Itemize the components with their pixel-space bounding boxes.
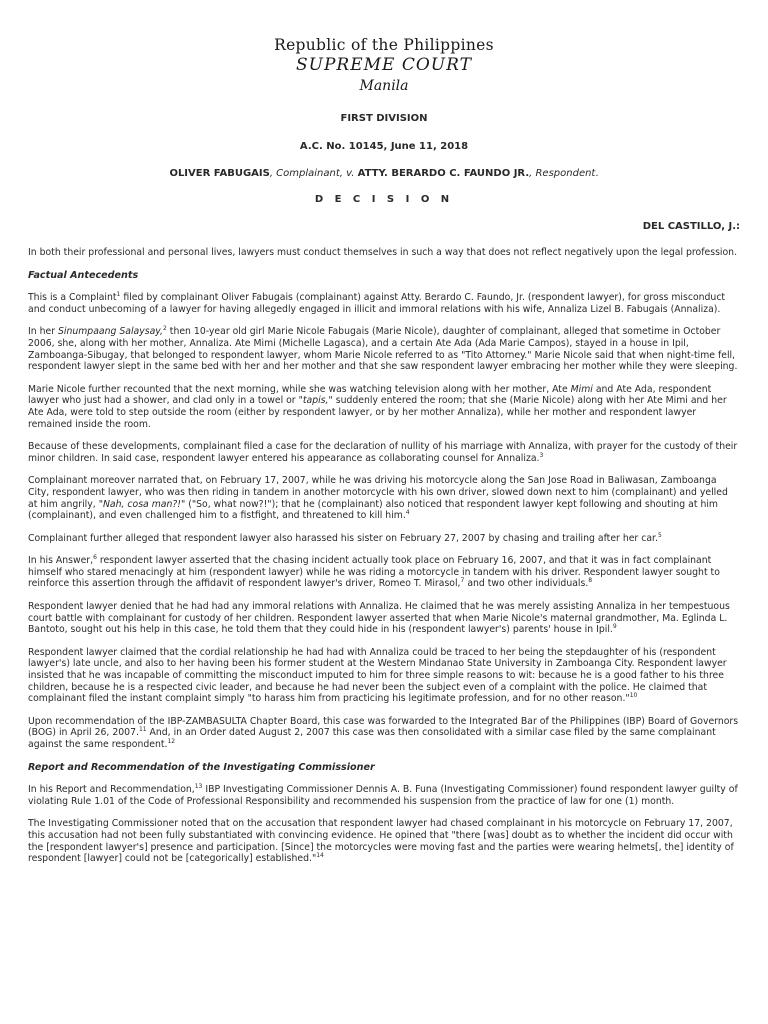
footnote-ref[interactable]: 7 — [460, 577, 465, 585]
paragraph-complaint: This is a Complaint$^1$ filed by complainant Oliver Fabugais (complainant) against Atty. Berardo C. Faundo, Jr. (respondent lawyer), for gross misconduct and conduct unbecoming of a lawyer for having allegedly engaged in illicit and immoral relations with his wife, Annaliza Lizel B. Fabugais (Annaliza). — [28, 291, 726, 315]
footnote-ref[interactable]: 10 — [629, 692, 638, 700]
heading-factual-antecedents: Factual Antecedents — [28, 269, 139, 281]
footnote-ref[interactable]: 14 — [316, 852, 324, 860]
footnote-ref[interactable]: 5 — [657, 531, 662, 539]
paragraph-next-morning: Marie Nicole further recounted that the next morning, while she was watching television along with her mother, Ate Mimi and Ate Ada, respondent lawyer who just had a shower, and clad only in a towel or "tapis," suddenly entered the room; that she (Marie Nicole) along with her Ate Mimi and her Ate Ada, were told to step outside the room (either by respondent lawyer, or by her mother Annaliza), while her mother and respondent lawyer remained inside the room. — [28, 383, 727, 430]
ponente: DEL CASTILLO, J.: — [642, 221, 740, 232]
footnote-ref[interactable]: 8 — [588, 577, 593, 585]
footnote-ref[interactable]: 1 — [116, 291, 121, 299]
parties-end: . — [595, 168, 599, 179]
header-manila: Manila — [359, 78, 409, 94]
paragraph-intro: In both their professional and personal lives, lawyers must conduct themselves in such a way that does not reflect negatively upon the legal profession. — [28, 247, 738, 258]
paragraph-motorcycle: Complainant moreover narrated that, on February 17, 2007, while he was driving his motorcycle along the San Jose Road in Baliwasan, Zamboanga City, respondent lawyer, who was then riding in tandem in another motorcycle with his own driver, slowed down next to him (complainant) and yelled at him angrily, "Nah, cosa man?!" ("So, what now?!"); that he (complainant) also noticed that respondent lawyer kept following and shouting at him (complainant), and even challenged him to a fistfight, and threatened to kill him.$^4$ — [28, 475, 728, 522]
respondent-name: ATTY. BERARDO C. FAUNDO JR. — [357, 168, 530, 179]
footnote-ref[interactable]: 4 — [405, 509, 410, 516]
versus: , v. — [339, 168, 358, 179]
decision-body — [28, 247, 740, 876]
paragraph-answer: In his Answer,$^6$ respondent lawyer asserted that the chasing incident actually took place on February 16, 2007, and that it was in fact complainant himself who stared menacingly at him (respondent lawyer) while he was riding a motorcycle in tandem with his driver. Respondent lawyer sought to reinforce this assertion through the affidavit of respondent lawyer's driver, Romeo T. Mirasol,$^7$ and two other individuals.$^8$ — [28, 554, 720, 590]
case-number: A.C. No. 10145, June 11, 2018 — [299, 141, 469, 152]
footnote-ref[interactable]: 13 — [194, 783, 203, 791]
header-supreme-court: SUPREME COURT — [296, 55, 472, 75]
paragraph-denial: Respondent lawyer denied that he had had any immoral relations with Annaliza. He claimed that he was merely assisting Annaliza in her tempestuous court battle with complainant for custody of her children. Respondent lawyer asserted that when Marie Nicole's maternal grandmother, Ma. Eglinda L. Bantoto, sought out his help in this case, he told them that they could hide in his (respondent lawyer's) parents' house in Ipil.$^9$ — [28, 601, 730, 636]
paragraph-report: In his Report and Recommendation,$^{13}$ IBP Investigating Commissioner Dennis A. B. Funa (Investigating Commissioner) found respondent lawyer guilty of violating Rule 1.01 of the Code of Professional Responsibility and recommended his suspension from the practice of law for one (1) month. — [28, 783, 738, 807]
paragraph-sister: Complainant further alleged that respondent lawyer also harassed his sister on February 27, 2007 by chasing and trailing after her car.$^5$ — [28, 531, 662, 544]
footnote-ref[interactable]: 12 — [167, 737, 176, 745]
decision-title: D E C I S I O N — [314, 194, 454, 205]
footnote-ref[interactable]: 11 — [138, 726, 147, 734]
paragraph-commissioner: The Investigating Commissioner noted that on the accusation that respondent lawyer had chased complainant in his motorcycle on February 17, 2007, this accusation had not been fully substantiated with convincing evidence. He opined that "there [was] doubt as to whether the incident did occur with the [respondent lawyer's] presence and participation. [Since] the motorcycles were moving fast and the parties were wearing helmets[, the] identity of respondent [lawyer] could not be [categorically] established."$^{14}$ — [28, 818, 734, 865]
footnote-ref[interactable]: 3 — [539, 451, 544, 459]
complainant-name: OLIVER FABUGAIS — [169, 168, 270, 179]
paragraph-ibp: Upon recommendation of the IBP-ZAMBASULTA Chapter Board, this case was forwarded to the Integrated Bar of the Philippines (IBP) Board of Governors (BOG) in April 26, 2007.11 And, in an Order dated August 2, 2007 this case was then consolidated with a similar case filed by the same complainant against the same respondent.$^{12}$ — [28, 715, 739, 750]
footnote-ref[interactable]: 2 — [163, 325, 167, 333]
heading-report-recommendation: Report and Recommendation of the Investigating Commissioner — [28, 761, 375, 773]
complainant-role: , Complainant — [269, 168, 340, 179]
respondent-role: , Respondent — [529, 168, 596, 179]
case-parties — [0, 168, 768, 179]
paragraph-cordial: Respondent lawyer claimed that the cordial relationship he had had with Annaliza could be traced to her being the stepdaughter of his (respondent lawyer's) late uncle, and also to her having been his former student at the Western Mindanao State University in Zamboanga City. Respondent lawyer insisted that he was incapable of committing the misconduct imputed to him for three simple reasons to wit: because he is a good father to his three children, because he is a respected civic leader, and because he had never been the subject even of a complaint with the police. He claimed that complainant filed the instant complaint simply "to harass him from practicing his legitimate profession, and for no other reason."$^{10}$ — [28, 646, 727, 705]
division-label: FIRST DIVISION — [340, 113, 428, 124]
footnote-ref[interactable]: 9 — [612, 623, 617, 631]
footnote-ref[interactable]: 6 — [93, 554, 97, 562]
paragraph-nullity: Because of these developments, complainant filed a case for the declaration of nullity of his marriage with Annaliza, with prayer for the custody of their minor children. In said case, respondent lawyer entered his appearance as collaborating counsel for Annaliza.$^3$ — [28, 441, 738, 464]
header-republic: Republic of the Philippines — [274, 36, 494, 54]
paragraph-salaysay: In her Sinumpaang Salaysay,$^2$ then 10-year old girl Marie Nicole Fabugais (Marie Nicole), daughter of complainant, alleged that sometime in October 2006, she, along with her mother, Annaliza. Ate Mimi (Michelle Lagasca), and a certain Ate Ada (Ada Marie Campos), stayed in a house in Ipil, Zamboanga-Sibugay, that belonged to respondent lawyer, whom Marie Nicole referred to as "Tito Attorney." Marie Nicole said that when night-time fell, respondent lawyer slept in the same bed with her and her mother and that she saw respondent lawyer embracing her mother while they were sleeping. — [28, 325, 738, 373]
